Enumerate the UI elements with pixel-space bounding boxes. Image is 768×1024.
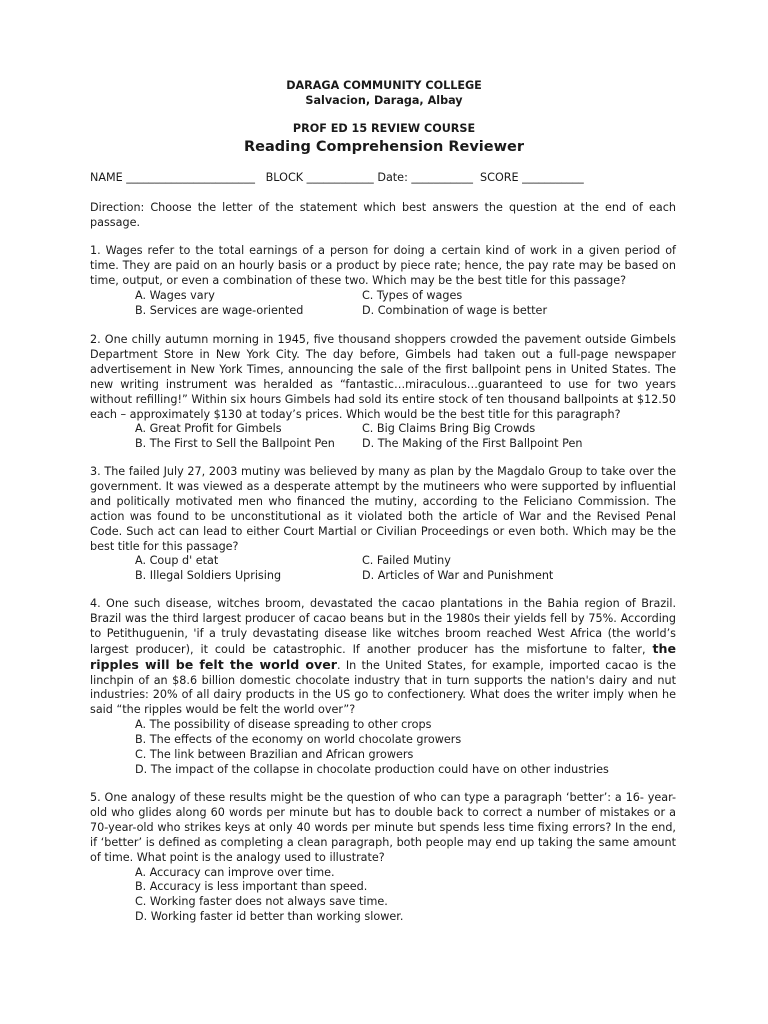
course-title: PROF ED 15 REVIEW COURSE bbox=[292, 122, 476, 135]
question-text-end: . In the United States, for example, imported cacao is the linchpin of an $8.6 billion domestic chocolate industry that in turn supports the nation's dairy and nut industries: 20% of all dairy products in the US go to confectionery. What does the writer imply when he said “the ripples would be felt the world over”? bbox=[90, 658, 677, 717]
answer-options bbox=[135, 554, 676, 584]
question-text: 5. One analogy of these results might be the question of who can type a paragraph ‘better’: a 16- year-old who glides along 60 words per minute but has to double back to correct a number of mistakes or a 70-year-old who strikes keys at only 40 words per minute but spends less time fixing errors? In the end, if ‘better’ is defined as completing a clean paragraph, both people may end up taking the same amount of time. What point is the analogy used to illustrate? bbox=[90, 791, 676, 864]
option-c: C. Types of wages bbox=[362, 288, 463, 302]
option-b: B. The effects of the economy on world chocolate growers bbox=[135, 733, 462, 747]
question-2 bbox=[90, 333, 676, 452]
option-a: A. Coup d' etat bbox=[135, 554, 219, 568]
college-address: Salvacion, Daraga, Albay bbox=[305, 94, 463, 107]
student-info-line: NAME _______________________ BLOCK ____________ Date: ___________ SCORE ___________ bbox=[90, 171, 584, 184]
question-1 bbox=[90, 244, 676, 319]
question-4 bbox=[90, 597, 676, 778]
option-b: B. Illegal Soldiers Uprising bbox=[135, 569, 282, 583]
question-text-start: 4. One such disease, witches broom, devastated the cacao plantations in the Bahia region of Brazil. Brazil was the third largest producer of cacao beans but in the 1980s their yields fell by 75%. According to Petithuguenin, 'if a truly devastating disease like witches broom reached West Africa (the world’s largest producer), it could be catastrophic. If another producer has the misfortune to falter, bbox=[90, 597, 676, 656]
option-d: D. Articles of War and Punishment bbox=[362, 569, 554, 583]
option-c: C. Failed Mutiny bbox=[362, 554, 451, 568]
answer-options bbox=[135, 422, 676, 452]
option-a: A. Accuracy can improve over time. bbox=[135, 865, 335, 879]
direction-text: Direction: Choose the letter of the statement which best answers the question at the end of each passage. bbox=[90, 201, 676, 229]
option-a: A. The possibility of disease spreading to other crops bbox=[135, 718, 432, 732]
question-5 bbox=[90, 791, 676, 925]
question-3 bbox=[90, 465, 676, 584]
emphasized-phrase: the ripples will be felt the world over bbox=[90, 640, 676, 672]
option-a: A. Wages vary bbox=[135, 288, 215, 302]
answer-options bbox=[135, 718, 676, 778]
option-b: B. Accuracy is less important than speed. bbox=[135, 880, 368, 894]
option-d: D. Combination of wage is better bbox=[362, 303, 548, 317]
question-text: 1. Wages refer to the total earnings of a person for doing a certain kind of work in a given period of time. They are paid on an hourly basis or a product by piece rate; hence, the pay rate may be based on time, output, or even a combination of these two. Which may be the best title for this passage? bbox=[90, 244, 676, 287]
option-c: C. Big Claims Bring Big Crowds bbox=[362, 422, 536, 436]
option-c: C. Working faster does not always save time. bbox=[135, 895, 388, 909]
question-text: 2. One chilly autumn morning in 1945, five thousand shoppers crowded the pavement outside Gimbels Department Store in New York City. The day before, Gimbels had taken out a full-page newspaper advertisement in New York Times, announcing the sale of the first ballpoint pens in United States. The new writing instrument was heralded as “fantastic…miraculous…guaranteed to use for two years without refilling!” Within six hours Gimbels had sold its entire stock of ten thousand ballpoints at $12.50 each – approximately $130 at today’s prices. Which would be the best title for this paragraph? bbox=[90, 333, 676, 421]
answer-options bbox=[135, 866, 676, 926]
option-a: A. Great Profit for Gimbels bbox=[135, 422, 282, 436]
page-title: Reading Comprehension Reviewer bbox=[243, 139, 524, 155]
option-d: D. Working faster id better than working slower. bbox=[135, 910, 404, 924]
option-d: D. The impact of the collapse in chocolate production could have on other industries bbox=[135, 762, 609, 776]
option-d: D. The Making of the First Ballpoint Pen bbox=[362, 437, 583, 451]
option-b: B. The First to Sell the Ballpoint Pen bbox=[135, 437, 335, 451]
question-text: 3. The failed July 27, 2003 mutiny was believed by many as plan by the Magdalo Group to take over the government. It was viewed as a desperate attempt by the mutineers who were supported by influential and politically motivated men who financed the mutiny, according to the Feliciano Commission. The action was found to be unconstitutional as it violated both the article of War and the Revised Penal Code. Such act can lead to either Court Martial or Civilian Proceedings or even both. Which may be the best title for this passage? bbox=[90, 465, 676, 553]
question-text bbox=[90, 597, 676, 718]
option-c: C. The link between Brazilian and African growers bbox=[135, 748, 414, 762]
college-name: DARAGA COMMUNITY COLLEGE bbox=[286, 79, 482, 92]
option-b: B. Services are wage-oriented bbox=[135, 303, 304, 317]
answer-options bbox=[135, 289, 676, 319]
